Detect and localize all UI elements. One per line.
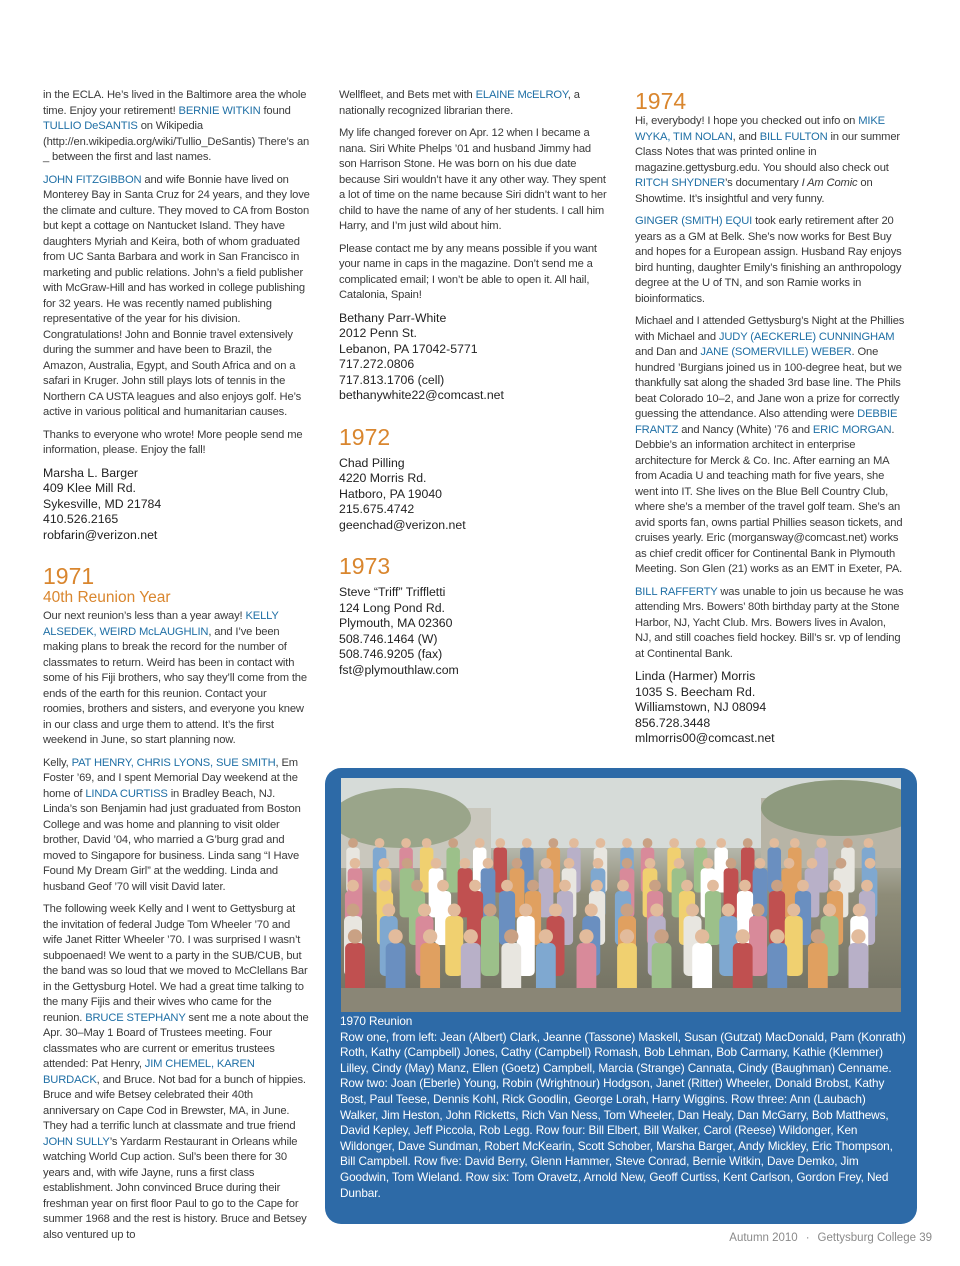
- person-head: [722, 904, 735, 917]
- person-head: [686, 904, 699, 917]
- person-head: [347, 880, 359, 892]
- person-head: [797, 880, 809, 892]
- person-head: [504, 929, 518, 943]
- person-head: [448, 904, 461, 917]
- person-head: [622, 858, 633, 869]
- paragraph: BILL RAFFERTY was unable to join us because he was attending Mrs. Bowers’ 80th birthday party at the Stone Harbor, NJ, Yacht Club. Mrs. Bowers lives in Avalon, NJ, and still coaches field hockey. Bill’s sr. vp of lending at Continental Bank.: [635, 585, 904, 660]
- person-head: [755, 858, 766, 869]
- person-head: [469, 880, 481, 892]
- class-year-heading: 1971: [43, 563, 95, 589]
- person-head: [375, 838, 385, 848]
- person-head: [829, 880, 841, 892]
- classmate-name: BERNIE WITKIN: [178, 104, 261, 117]
- person-head: [771, 880, 783, 892]
- classmate-name: RITCH SHYDNER: [635, 177, 726, 189]
- classmate-name: BILL RAFFERTY: [635, 585, 718, 598]
- person-head: [807, 858, 818, 869]
- person-head: [522, 838, 532, 848]
- person-head: [418, 904, 431, 917]
- person-head: [703, 858, 714, 869]
- person-head: [752, 904, 765, 917]
- class-secretary-address: Steve “Triff” Triffletti 124 Long Pond Rd. Plymouth, MA 02360 508.746.1464 (W) 508.746.9205 (fax) fst@plymouthlaw.com: [339, 585, 607, 678]
- page-number: 39: [919, 1232, 932, 1244]
- issue-label: Autumn 2010: [729, 1232, 798, 1244]
- classmate-name: JUDY (AECKERLE) CUNNINGHAM: [718, 330, 895, 343]
- column-1: [43, 88, 311, 1250]
- paragraph: Wellfleet, and Bets met with ELAINE McELROY, a nationally recognized librarian there.: [339, 89, 580, 117]
- class-secretary-address: Marsha L. Barger 409 Klee Mill Rd. Sykesville, MD 21784 410.526.2165 robfarin@verizon.net: [43, 466, 311, 544]
- paragraph: in the ECLA. He’s lived in the Baltimore area the whole time. Enjoy your retirement! BERNIE WITKIN found TULLIO DeSANTIS on Wikipedia (http://en.wikipedia.org/wiki/Tullio_DeSantis) There’s an _ between the first and last names.: [43, 89, 310, 163]
- person-head: [402, 858, 413, 869]
- person-head: [541, 858, 552, 869]
- person-head: [736, 929, 750, 943]
- person-head: [726, 858, 737, 869]
- person-head: [423, 929, 437, 943]
- person-head: [549, 904, 562, 917]
- paragraph: JOHN FITZGIBBON and wife Bonnie have lived on Monterey Bay in Santa Cruz for 24 years, and they love the climate and culture. They moved to CA from Boston but kept a cottage on Nantucket Island. They have daughters Myriah and Keira, both of whom graduated from UC Santa Barbara and work in San Francisco in marketing and public relations. John’s a field publisher with McGraw-Hill and has worked in college publishing for 32 years. He was recently named publishing representative of the year for his division. Congratulations! John and Bonnie travel extensively during the summer and have been to Brazil, the Amazon, Australia, Egypt, and South Africa and on a safari in Kruger. John still plays lots of tennis in the Northern CA USTA leagues and also enjoys golf. He’s active in various political and humanitarian causes.: [43, 173, 310, 418]
- person-head: [347, 904, 360, 917]
- person-head: [379, 880, 391, 892]
- column-2: [339, 88, 607, 682]
- person-head: [483, 858, 494, 869]
- classmate-name: PAT HENRY, CHRIS LYONS, SUE SMITH: [71, 756, 276, 769]
- person-head: [579, 929, 593, 943]
- person-head: [484, 904, 497, 917]
- person-head: [716, 838, 726, 848]
- classmate-name: GINGER (SMITH) EQUI: [635, 215, 753, 227]
- class-secretary-address: Chad Pilling 4220 Morris Rd. Hatboro, PA 19040 215.675.4742 geenchad@verizon.net: [339, 456, 607, 534]
- reunion-group-photo: [341, 778, 901, 1012]
- person-head: [617, 880, 629, 892]
- class-secretary-address: Linda (Harmer) Morris 1035 S. Beecham Rd. Williamstown, NJ 08094 856.728.3448 mlmorris00@comcast.net: [635, 669, 905, 747]
- classmate-name: ELAINE McELROY: [475, 89, 568, 101]
- column-3: [635, 88, 905, 751]
- person-head: [864, 838, 874, 848]
- person-head: [674, 858, 685, 869]
- person-head: [501, 880, 513, 892]
- person-head: [512, 858, 523, 869]
- paragraph: Thanks to everyone who wrote! More people send me information, please. Enjoy the fall!: [43, 428, 303, 456]
- person-head: [591, 880, 603, 892]
- person-head: [681, 880, 693, 892]
- person-head: [843, 838, 853, 848]
- person-head: [548, 838, 558, 848]
- person-head: [559, 880, 571, 892]
- paragraph: Hi, everybody! I hope you checked out info on MIKE WYKA, TIM NOLAN, and BILL FULTON in our summer Class Notes that was printed online in magazine.gettysburg.edu. You should also check out RITCH SHYDNER’s documentary I Am Comic on Showtime. It’s insightful and very funny.: [635, 115, 901, 205]
- person-head: [431, 858, 442, 869]
- caption-text: Row one, from left: Jean (Albert) Clark, Jeanne (Tassone) Maskell, Susan (Gutzat) MacDonald, Pam (Konrath) Roth, Kathy (Campbell) Jones, Cathy (Campbell) Romash, Bob Lehman, Bob Carmany, Kathie (Klemmer) Lilley, Cindy (May) Manz, Ellen (Goetz) Campbell, Marcia (Strange) Cannata, Cindy (Baughman) Cenname. Row two: Joan (Eberle) Young, Robin (Wrightnour) Hodgson, Janet (Ritter) Wheeler, Donald Brobst, Kathy Bost, Paul Teese, Dennis Kohl, Rick Goodlin, George Lorah, Harry Wiggins. Row three: Ann (Laubach) Walker, Jim Heston, John Ricketts, Rich Van Ness, Tom Wheeler, Dan Healy, Dan McGarry, Bob Matthews, David Kepley, Jeff Piccola, Rob Legg. Row four: Bill Elbert, Bill Walker, Carol (Reese) Wildonger, Ken Wildonger, Dave Sundman, Robert McKearin, Scott Schober, Marsha Barger, Andy Mickley, Eric Thompson, Bill Campbell. Row five: David Berry, Glenn Hammer, Steve Conrad, Bernie Witkin, Dave Demko, Jim Goodwin, Tom Wieland. Row six: Tom Oravetz, Arnold New, Geoff Curtiss, Kent Carlson, Gordon Frey, Ned Dunbar.: [340, 1029, 906, 1200]
- person-head: [645, 858, 656, 869]
- person-head: [853, 904, 866, 917]
- person-head: [460, 858, 471, 869]
- person-head: [475, 838, 485, 848]
- person-head: [739, 880, 751, 892]
- email-address: robfarin@verizon.net: [43, 527, 158, 542]
- person-head: [437, 880, 449, 892]
- page-footer: [729, 1232, 932, 1244]
- person-head: [861, 880, 873, 892]
- person-head: [643, 838, 653, 848]
- person-head: [348, 929, 362, 943]
- person-head: [411, 880, 423, 892]
- class-secretary-address: Bethany Parr-White 2012 Penn St. Lebanon, PA 17042-5771 717.272.0806 717.813.1706 (cell) bethanywhite22@comcast.net: [339, 311, 607, 404]
- paragraph: GINGER (SMITH) EQUI took early retirement after 20 years as a GM at Belk. She’s now works for Best Buy and hopes for a European assign. Husband Ray enjoys bird hunting, daughter Emily’s finishing an anthropology degree at the U of TN, and son Ramie works in bioinformatics.: [635, 215, 902, 305]
- reunion-subheading: 40th Reunion Year: [43, 589, 171, 606]
- class-year-heading: 1974: [635, 88, 687, 114]
- paragraph: Kelly, PAT HENRY, CHRIS LYONS, SUE SMITH, Em Foster ’69, and I spent Memorial Day weekend at the home of LINDA CURTISS in Bradley Beach, NJ. Linda’s son Benjamin had just graduated from Boston College and was home and planning to visit older brother, David ’04, who married a G’burg grad and moved to Singapore for business. Linda sang “I Have Found My Dream Girl” at the wedding. Linda and husband Geof ’70 will visit David later.: [43, 756, 301, 893]
- classmate-name: LINDA CURTISS: [85, 787, 168, 800]
- person-head: [585, 904, 598, 917]
- person-head: [621, 904, 634, 917]
- person-head: [743, 838, 753, 848]
- email-address: geenchad@verizon.net: [339, 517, 466, 532]
- class-year-heading: 1972: [339, 423, 391, 450]
- film-title: I Am Comic: [801, 177, 858, 189]
- person-head: [784, 858, 795, 869]
- classmate-name: KELLY ALSEDEK, WEIRD McLAUGHLIN: [43, 610, 279, 638]
- classmate-name: DEBBIE FRANTZ: [635, 408, 898, 436]
- person-head: [596, 838, 606, 848]
- classmate-name: ERIC MORGAN: [812, 423, 892, 436]
- person-head: [823, 904, 836, 917]
- person-head: [851, 929, 865, 943]
- person-head: [527, 880, 539, 892]
- person-head: [865, 858, 876, 869]
- publication-name: Gettysburg College: [817, 1232, 916, 1244]
- person-figure: [481, 916, 499, 976]
- person-head: [379, 858, 390, 869]
- classmate-name: TULLIO DeSANTIS: [43, 120, 138, 132]
- person-head: [787, 904, 800, 917]
- person-head: [539, 929, 553, 943]
- person-head: [696, 838, 706, 848]
- email-address: bethanywhite22@comcast.net: [339, 388, 504, 402]
- footer-separator: ·: [805, 1232, 810, 1244]
- person-head: [348, 838, 358, 848]
- person-head: [564, 858, 575, 869]
- person-head: [593, 858, 604, 869]
- classmate-name: MIKE WYKA, TIM NOLAN: [635, 115, 885, 143]
- person-head: [620, 929, 634, 943]
- person-head: [654, 929, 668, 943]
- person-head: [695, 929, 709, 943]
- person-head: [569, 838, 579, 848]
- group-photo-illustration: [341, 778, 901, 1012]
- person-head: [707, 880, 719, 892]
- person-figure: [785, 916, 803, 976]
- class-year-heading: 1973: [339, 553, 391, 579]
- person-head: [495, 838, 505, 848]
- classmate-name: BILL FULTON: [759, 130, 828, 143]
- classmate-name: JIM CHEMEL, KAREN BURDACK: [43, 1058, 255, 1086]
- person-head: [770, 929, 784, 943]
- person-head: [790, 838, 800, 848]
- person-head: [649, 880, 661, 892]
- person-head: [769, 838, 779, 848]
- classmate-name: JANE (SOMERVILLE) WEBER: [700, 346, 852, 358]
- person-head: [448, 838, 458, 848]
- person-head: [382, 904, 395, 917]
- person-head: [519, 904, 532, 917]
- paragraph: Michael and I attended Gettysburg’s Night at the Phillies with Michael and JUDY (AECKERLE) CUNNINGHAM and Dan and JANE (SOMERVILLE) WEBER. One hundred ’Burgians joined us in 100-degree heat, but we thankfully sat along the shaded 3rd base line. The Phils beat Colorado 10–2, and Jane won a prize for correctly guessing the attendance. Also attending were DEBBIE FRANTZ and Nancy (White) ’76 and ERIC MORGAN. Debbie’s an information architect in enterprise architecture for Merck & Co. Inc. After earning an MA from Acadia U and teaching math for five years, she went into IT. She lives on the Blue Bell Country Club, where she’s a member of the travel golf team. She’s an avid sports fan, owns partial Phillies season tickets, and cruises yearly. Eric (morgansway@comcast.net) works as chief credit officer for Continental Bank in Plymouth Meeting. Son Glen (21) works as an EMT in Exeter, PA.: [635, 315, 905, 575]
- paragraph: Please contact me by any means possible if you want your name in caps in the magazine. Don’t send me a complicated email; I won’t be able to open it. All hail, Catalonia, Spain!: [339, 242, 597, 301]
- person-head: [622, 838, 632, 848]
- person-figure: [445, 916, 463, 976]
- person-head: [650, 904, 663, 917]
- person-head: [811, 929, 825, 943]
- classmate-name: BRUCE STEPHANY: [85, 1011, 186, 1024]
- person-head: [422, 838, 432, 848]
- person-head: [669, 838, 679, 848]
- person-head: [388, 929, 402, 943]
- person-head: [836, 858, 847, 869]
- paragraph: My life changed forever on Apr. 12 when I became a nana. Siri White Phelps ’01 and husband Jimmy had son Harrison Stone. He was born on his due date because Siri wouldn’t have it any other way. They spent a lot of time on the name because Siri didn’t want to her child to have the name of any of her students. I call him Harry, and I’m just wild about him.: [339, 127, 607, 232]
- person-head: [350, 858, 361, 869]
- paragraph: The following week Kelly and I went to Gettysburg at the invitation of federal Judge Tom Wheeler ’70 and wife Janet Ritter Wheeler ’70. I was surprised I wasn’t subpoenaed! We went to a party in the SUB/CUB, but the band was so loud that we moved to McClellans Bar in the Gettysburg Hotel. We had a great time talking to the many Fijis and their wives who came for the reunion. BRUCE STEPHANY sent me a note about the Apr. 30–May 1 Board of Trustees meeting. Four classmates who are current or emeritus trustees attended: Pat Henry, JIM CHEMEL, KAREN BURDACK, and Bruce. Not bad for a bunch of hippies. Bruce and wife Betsey celebrated their 40th anniversary on Cape Cod in Brewster, MA, in June. They had a terrific lunch at classmate and true friend JOHN SULLY’s Yardarm Restaurant in Orleans while watching World Cup action. Sul’s been there for 30 years and, with wife Jayne, runs a first class establishment. John convinced Bruce during their freshman year on first floor Paul to go to the Cape for summer 1968 and the rest is history. Bruce and Betsey also ventured up to: [43, 903, 309, 1241]
- classmate-name: JOHN FITZGIBBON: [43, 173, 142, 186]
- person-head: [401, 838, 411, 848]
- email-address: fst@plymouthlaw.com: [339, 662, 459, 677]
- photo-caption: [340, 1014, 906, 1201]
- classmate-name: JOHN SULLY: [43, 1135, 110, 1148]
- caption-title: 1970 Reunion: [340, 1014, 413, 1028]
- email-address: mlmorris00@comcast.net: [635, 731, 775, 745]
- paragraph: Our next reunion’s less than a year away! KELLY ALSEDEK, WEIRD McLAUGHLIN, and I’ve been making plans to break the record for the number of classmates to return. Weird has been in contact with some of his Fiji brothers, who say they’ll come from the ends of the earth for this reunion. Contact your roomies, brothers and sisters, and everyone you knew in our class and urge them to attend. It’s the first weekend in June, so start planning now.: [43, 610, 307, 746]
- person-head: [464, 929, 478, 943]
- reunion-photo-panel: [325, 768, 917, 1224]
- person-head: [816, 838, 826, 848]
